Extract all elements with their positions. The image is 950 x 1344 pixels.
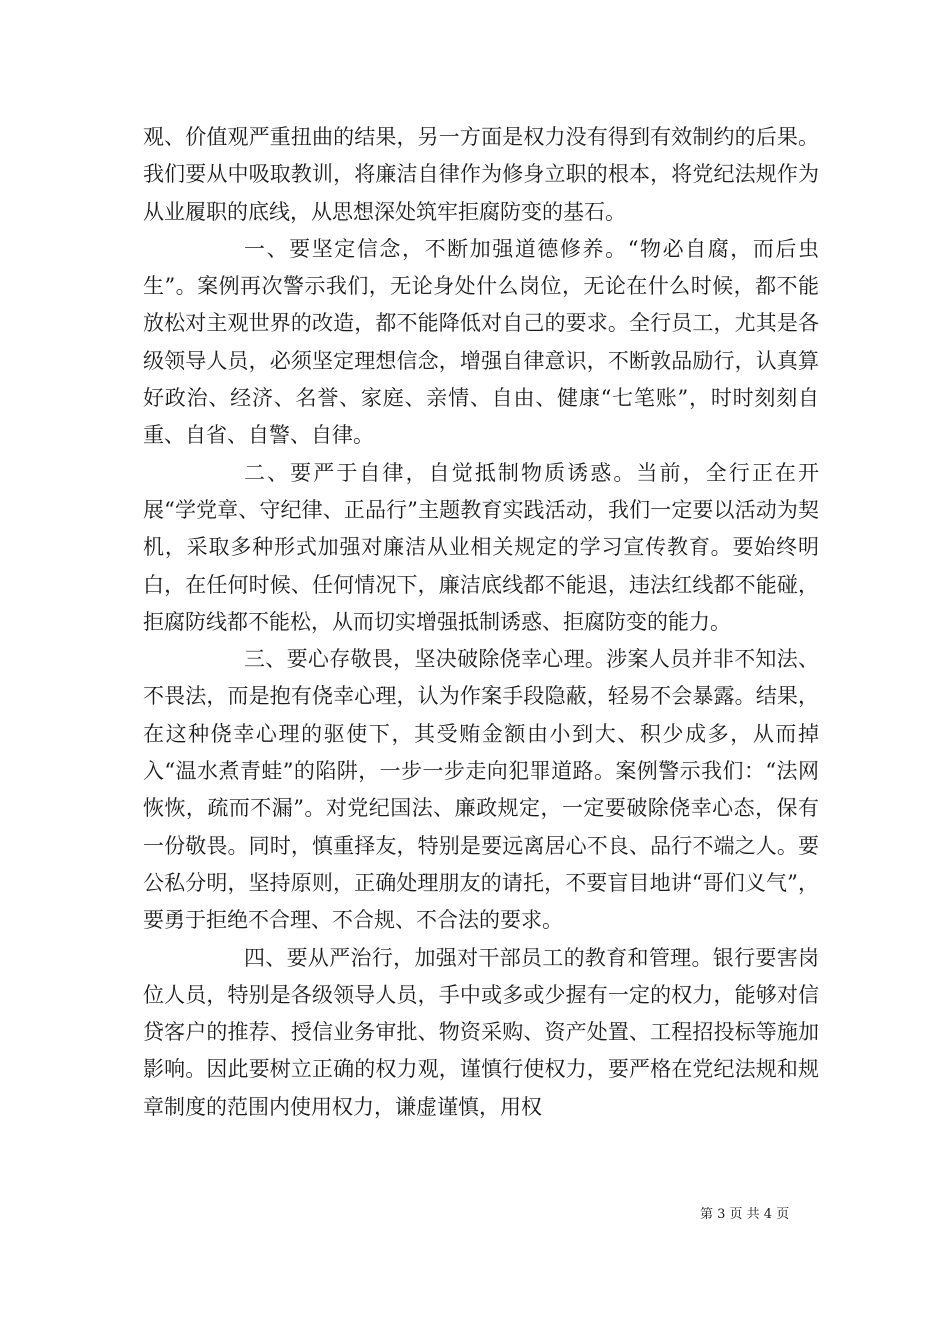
paragraph-intro-continuation: 观、价值观严重扭曲的结果，另一方面是权力没有得到有效制约的后果。我们要从中吸取教训，将廉洁自律作为修身立职的根本，将党纪法规作为从业履职的底线，从思想深处筑牢拒腐防变的基石。 xyxy=(143,125,819,224)
paragraph-point-three: 三、要心存敬畏，坚决破除侥幸心理。涉案人员并非不知法、不畏法，而是抱有侥幸心理，认为作案手段隐蔽，轻易不会暴露。结果，在这种侥幸心理的驱使下，其受贿金额由小到大、积少成多，从而掉入“温水煮青蛙”的陷阱，一步一步走向犯罪道路。案例警示我们：“法网恢恢，疏而不漏”。对党纪国法、廉政规定，一定要破除侥幸心态，保有一份敬畏。同时，慎重择友，特别是要远离居心不良、品行不端之人。要公私分明，坚持原则，正确处理朋友的请托，不要盲目地讲“哥们义气”，要勇于拒绝不合理、不合规、不合法的要求。 xyxy=(143,647,819,933)
paragraph-point-two: 二、要严于自律，自觉抵制物质诱惑。当前，全行正在开展“学党章、守纪律、正品行”主题教育实践活动，我们一定要以活动为契机，采取多种形式加强对廉洁从业相关规定的学习宣传教育。要始终明白，在任何时候、任何情况下，廉洁底线都不能退，违法红线都不能碰，拒腐防线都不能松，从而切实增强抵制诱惑、拒腐防变的能力。 xyxy=(143,460,819,634)
document-body xyxy=(143,119,819,1126)
page-number-footer: 第 3 页 共 4 页 xyxy=(700,1207,790,1222)
paragraph-point-one: 一、要坚定信念，不断加强道德修养。“物必自腐，而后虫生”。案例再次警示我们，无论身处什么岗位，无论在什么时候，都不能放松对主观世界的改造，都不能降低对自己的要求。全行员工，尤其是各级领导人员，必须坚定理想信念，增强自律意识，不断敦品励行，认真算好政治、经济、名誉、家庭、亲情、自由、健康“七笔账”，时时刻刻自重、自省、自警、自律。 xyxy=(143,236,819,448)
paragraph-point-four: 四、要从严治行，加强对干部员工的教育和管理。银行要害岗位人员，特别是各级领导人员，手中或多或少握有一定的权力，能够对信贷客户的推荐、授信业务审批、物资采购、资产处置、工程招投标等施加影响。因此要树立正确的权力观，谨慎行使权力，要严格在党纪法规和规章制度的范围内使用权力，谦虚谨慎，用权 xyxy=(143,945,819,1119)
